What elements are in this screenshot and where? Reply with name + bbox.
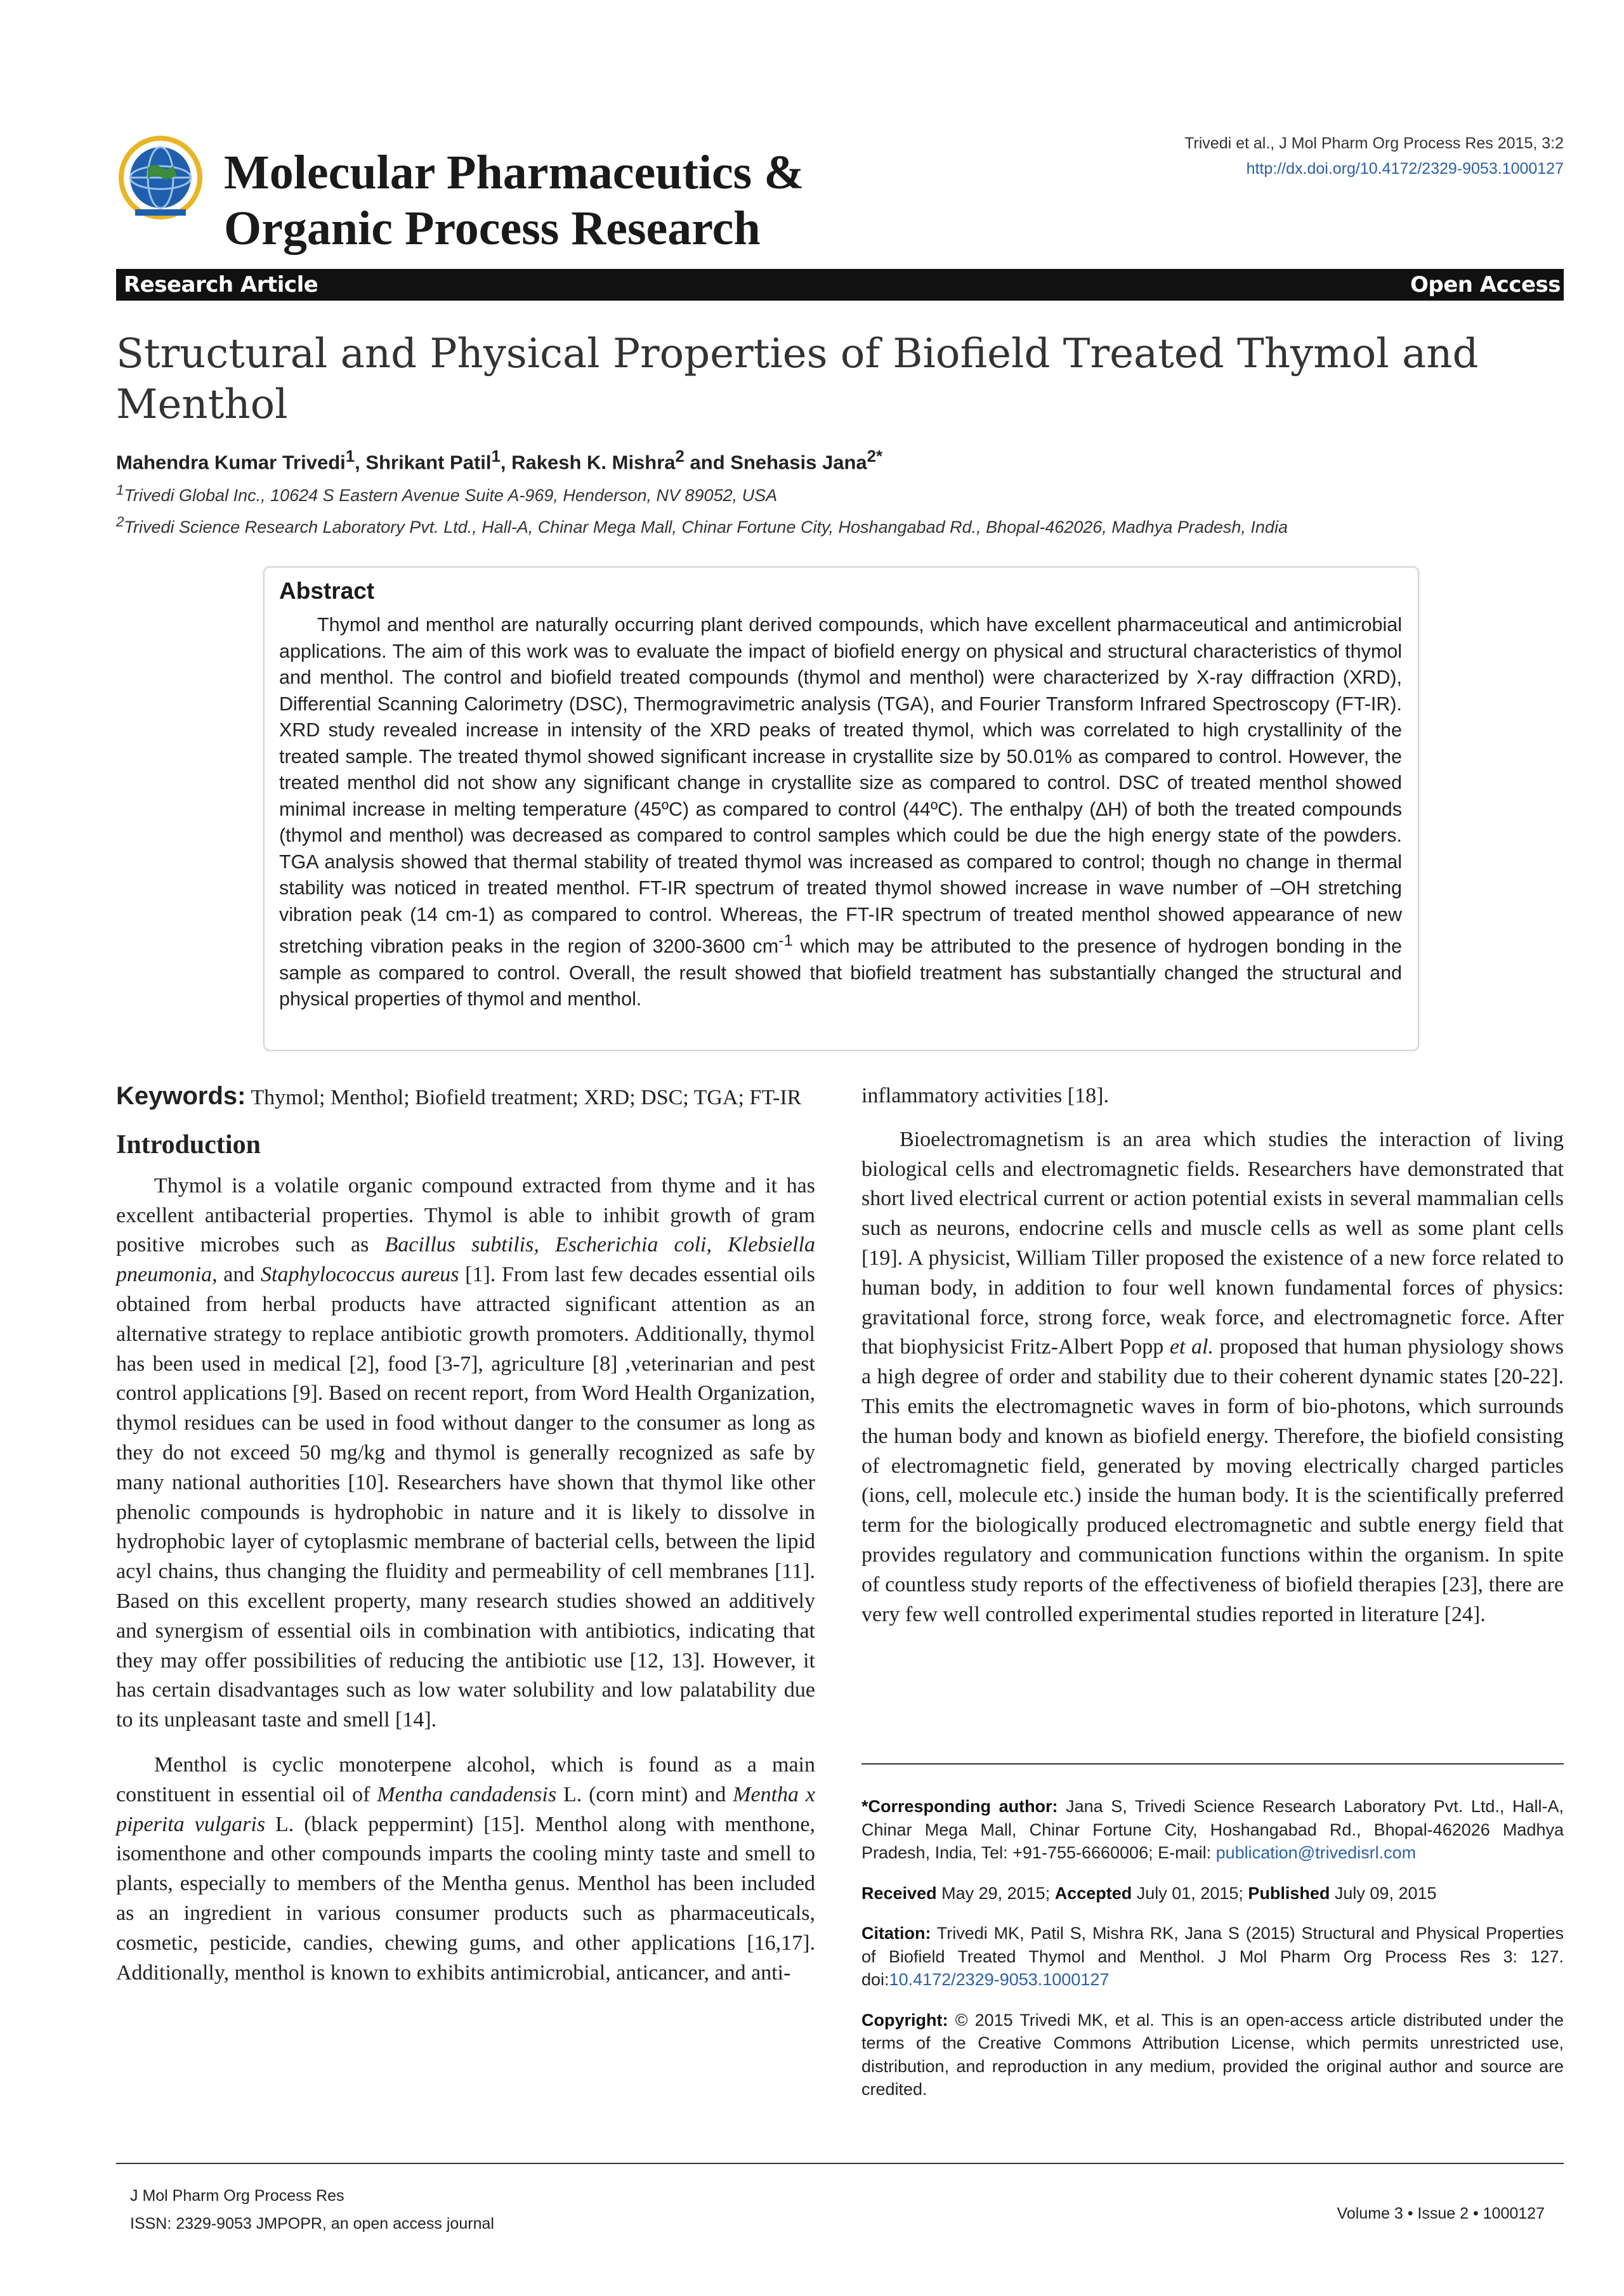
journal-name-line2: Organic Process Research <box>224 202 761 255</box>
abstract-superscript: -1 <box>778 932 793 949</box>
paragraph-continuation: inflammatory activities [18]. <box>861 1084 1109 1107</box>
journal-name-line1: Molecular Pharmaceutics & <box>224 146 804 199</box>
note-label: Accepted <box>1054 1883 1132 1903</box>
author-name: Snehasis Jana <box>730 451 867 474</box>
author-separator: , <box>355 451 366 474</box>
note-text: July 09, 2015 <box>1330 1883 1437 1903</box>
dates <box>861 1882 1564 1905</box>
keywords <box>116 1081 815 1113</box>
note-label: *Corresponding author: <box>861 1797 1058 1816</box>
note-label: Received <box>861 1883 937 1903</box>
paragraph-text: [1]. From last few decades essential oils obtained from herbal products have attracted significant attention as an alternative strategy to replace antibiotic growth promoters. Additionally, thymol has been used in medical [2], food [3-7], agriculture [8] ,veterinarian and pest control applications [9]. Based on recent report, from Word Health Organization, thymol residues can be used in food without danger to the consumer as long as they do not exceed 50 mg/kg and thymol is generally recognized as safe by many national authorities [10]. Researchers have shown that thymol like other phenolic compounds is hydrophobic in nature and it is likely to dissolve in hydrophobic layer of cytoplasmic membrane of bacterial cells, between the lipid acyl chains, thus changing the fluidity and permeability of cell membranes [11]. Based on this excellent property, many research studies showed an additively and synergism of essential oils in combination with antibiotics, indicating that they may offer possibilities of reducing the antibiotic use [12, 13]. However, it has certain disadvantages such as low water solubility and low palatability due to its unpleasant taste and smell [14]. <box>116 1263 816 1732</box>
abstract-heading: Abstract <box>279 578 375 604</box>
note-text: May 29, 2015; <box>936 1883 1055 1903</box>
paragraph-text: L. (corn mint) and <box>556 1782 733 1806</box>
article-title: Structural and Physical Properties of Biofield Treated Thymol and Menthol <box>116 330 1479 428</box>
author-separator: , <box>500 451 512 474</box>
keywords-label: Keywords: <box>116 1082 246 1110</box>
author-name: Rakesh K. Mishra <box>511 451 676 474</box>
affiliation-text: Trivedi Global Inc., 10624 S Eastern Avenue Suite A-969, Henderson, NV 89052, USA <box>124 486 778 505</box>
author-separator: and <box>684 451 731 474</box>
species-name: Bacillus subtilis, Escherichia coli, Klebsiella pneumonia, <box>116 1233 815 1287</box>
paragraph <box>861 1125 1564 1630</box>
left-column <box>116 1081 815 1988</box>
copyright-note <box>861 2009 1564 2101</box>
author-list <box>116 444 1564 475</box>
citation-note <box>861 1922 1564 1992</box>
paragraph-text: and <box>217 1263 261 1287</box>
abstract-text-part: Thymol and menthol are naturally occurring plant derived compounds, which have excellent pharmaceutical and antimicrobial applications. The aim of this work was to evaluate the impact of biofield energy on physical and structural characteristics of thymol and menthol. The control and biofield treated compounds (thymol and menthol) were characterized by X-ray diffraction (XRD), Differential Scanning Calorimetry (DSC), Thermogravimetric analysis (TGA), and Fourier Transform Infrared Spectroscopy (FT-IR). XRD study revealed increase in intensity of the XRD peaks of treated thymol, which was correlated to high crystallinity of the treated sample. The treated thymol showed significant increase in crystallite size by 50.01% as compared to control. However, the treated menthol did not show any significant change in crystallite size as compared to control. DSC of treated menthol showed minimal increase in melting temperature (45ºC) as compared to control (44ºC). The enthalpy (∆H) of both the treated compounds (thymol and menthol) was decreased as compared to control samples which could be due the high energy state of the powders. TGA analysis showed that thermal stability of treated thymol was increased as compared to control; though no change in thermal stability was noticed in treated menthol. FT-IR spectrum of treated thymol showed increase in wave number of –OH stretching vibration peak (14 cm-1) as compared to control. Whereas, the FT-IR spectrum of treated menthol showed appearance of new stretching vibration peaks in the region of 3200-3600 cm <box>279 614 1402 958</box>
abstract-text <box>279 612 1402 1013</box>
note-label: Copyright: <box>861 2010 948 2030</box>
doi-link[interactable]: 10.4172/2329-9053.1000127 <box>889 1970 1110 1989</box>
notes-divider <box>861 1763 1564 1764</box>
article-notes <box>861 1795 1564 2118</box>
author-name: Mahendra Kumar Trivedi <box>116 451 346 474</box>
paragraph-text: Menthol is cyclic monoterpene alcohol, which is found as a main constituent in essential oil of <box>116 1752 815 1806</box>
journal-logo <box>116 132 205 221</box>
corresponding-author <box>861 1795 1564 1865</box>
paragraph <box>116 1751 815 1988</box>
species-name: Mentha x piperita vulgaris <box>116 1782 816 1836</box>
note-text: July 01, 2015; <box>1132 1883 1248 1903</box>
author-affiliation-mark: 2 <box>675 448 684 466</box>
paragraph-text: proposed that human physiology shows a high degree of order and stability due to their coherent dynamic states [20-22]. This emits the electromagnetic waves in form of bio-photons, which surrounds the human body and known as biofield energy. Therefore, the biofield consisting of electromagnetic field, generated by moving electrically charged particles (ions, cell, molecule etc.) inside the human body. It is the scientifically preferred term for the biologically produced electromagnetic and subtle energy field that provides regulatory and communication functions within the organism. In spite of countless study reports of the effectiveness of biofield therapies [23], there are very few well controlled experimental studies reported in literature [24]. <box>861 1335 1564 1626</box>
author-affiliation-mark: 2* <box>867 448 883 466</box>
note-text: Jana S, Trivedi Science Research Laboratory Pvt. Ltd., Hall-A, Chinar Mega Mall, Chinar Fortune City, Hoshangabad Rd., Bhopal-462026 Madhya Pradesh, India, Tel: +91-755-6660006; E-mail: <box>861 1797 1564 1862</box>
footer-divider <box>116 2163 1564 2164</box>
author-name: Shrikant Patil <box>365 451 492 474</box>
globe-logo-icon <box>116 132 205 221</box>
header-citation <box>993 131 1564 181</box>
paragraph-text: Thymol is a volatile organic compound extracted from thyme and it has excellent antibacterial properties. Thymol is able to inhibit growth of gram positive microbes such as <box>116 1173 815 1257</box>
footer-journal-name: J Mol Pharm Org Process Res <box>130 2187 344 2205</box>
open-access-label: Open Access <box>1410 272 1561 297</box>
paragraph-text: Bioelectromagnetism is an area which studies the interaction of living biological cells and electromagnetic fields. Researchers have demonstrated that short lived electrical current or action potential exists in several mammalian cells such as neurons, endocrine cells and muscle cells as well as some plant cells [19]. A physicist, William Tiller proposed the existence of a new force related to human body, in addition to four well known fundamental forces of physics: gravitational force, strong force, weak force, and electromagnetic force. After that biophysicist Fritz-Albert Popp <box>861 1127 1564 1359</box>
paragraph-text: L. (black peppermint) [15]. Menthol along with menthone, isomenthone and other compounds imparts the cooling minty taste and smell to plants, especially to members of the Mentha genus. Menthol has been included as an ingredient in various consumer products such as pharmaceuticals, cosmetic, pesticide, candies, chewing gums, and other applications [16,17]. Additionally, menthol is known to exhibits antimicrobial, anticancer, and anti- <box>116 1812 815 1985</box>
footer-issn: ISSN: 2329-9053 JMPOPR, an open access journal <box>130 2215 494 2233</box>
introduction-heading: Introduction <box>116 1130 261 1159</box>
abstract-text-part: which may be attributed to the presence of hydrogen bonding in the sample as compared to control. Overall, the result showed that biofield treatment has substantially changed the structural and physical properties of thymol and menthol. <box>279 936 1402 1010</box>
keywords-text: Thymol; Menthol; Biofield treatment; XRD; DSC; TGA; FT-IR <box>246 1086 802 1109</box>
note-text: Trivedi MK, Patil S, Mishra RK, Jana S (2015) Structural and Physical Properties of Biofield Treated Thymol and Menthol. J Mol Pharm Org Process Res 3: 127. doi: <box>861 1924 1564 1989</box>
author-affiliation-mark: 1 <box>491 448 501 466</box>
note-label: Published <box>1248 1883 1330 1903</box>
header-doi-link[interactable]: http://dx.doi.org/10.4172/2329-9053.1000127 <box>1246 160 1564 178</box>
author-affiliation-mark: 1 <box>345 448 355 466</box>
header-citation-text: Trivedi et al., J Mol Pharm Org Process Res 2015, 3:2 <box>1184 134 1564 152</box>
affiliation-1 <box>116 479 1564 507</box>
journal-name <box>224 145 922 256</box>
affiliation-mark: 1 <box>116 482 124 498</box>
article-type-label: Research Article <box>124 272 318 297</box>
footer-journal-info <box>130 2182 494 2238</box>
species-name: Mentha candadensis <box>377 1782 557 1806</box>
note-text: © 2015 Trivedi MK, et al. This is an open-access article distributed under the terms of the Creative Commons Attribution License, which permits unrestricted use, distribution, and reproduction in any medium, provided the original author and source are credited. <box>861 2010 1564 2099</box>
affiliation-mark: 2 <box>116 514 124 530</box>
footer-volume: Volume 3 • Issue 2 • 1000127 <box>1337 2205 1545 2222</box>
article-type-bar <box>116 269 1564 301</box>
right-column <box>861 1081 1564 1629</box>
species-name: Staphylococcus aureus <box>261 1263 459 1287</box>
emphasis-text: et al. <box>1169 1335 1214 1359</box>
affiliation-text: Trivedi Science Research Laboratory Pvt. Ltd., Hall-A, Chinar Mega Mall, Chinar Fortune City, Hoshangabad Rd., Bhopal-462026, Madhya Pradesh, India <box>124 518 1288 537</box>
paragraph <box>116 1171 815 1735</box>
note-label: Citation: <box>861 1924 931 1943</box>
affiliation-2 <box>116 511 1564 538</box>
email-link[interactable]: publication@trivedisrl.com <box>1215 1843 1417 1862</box>
